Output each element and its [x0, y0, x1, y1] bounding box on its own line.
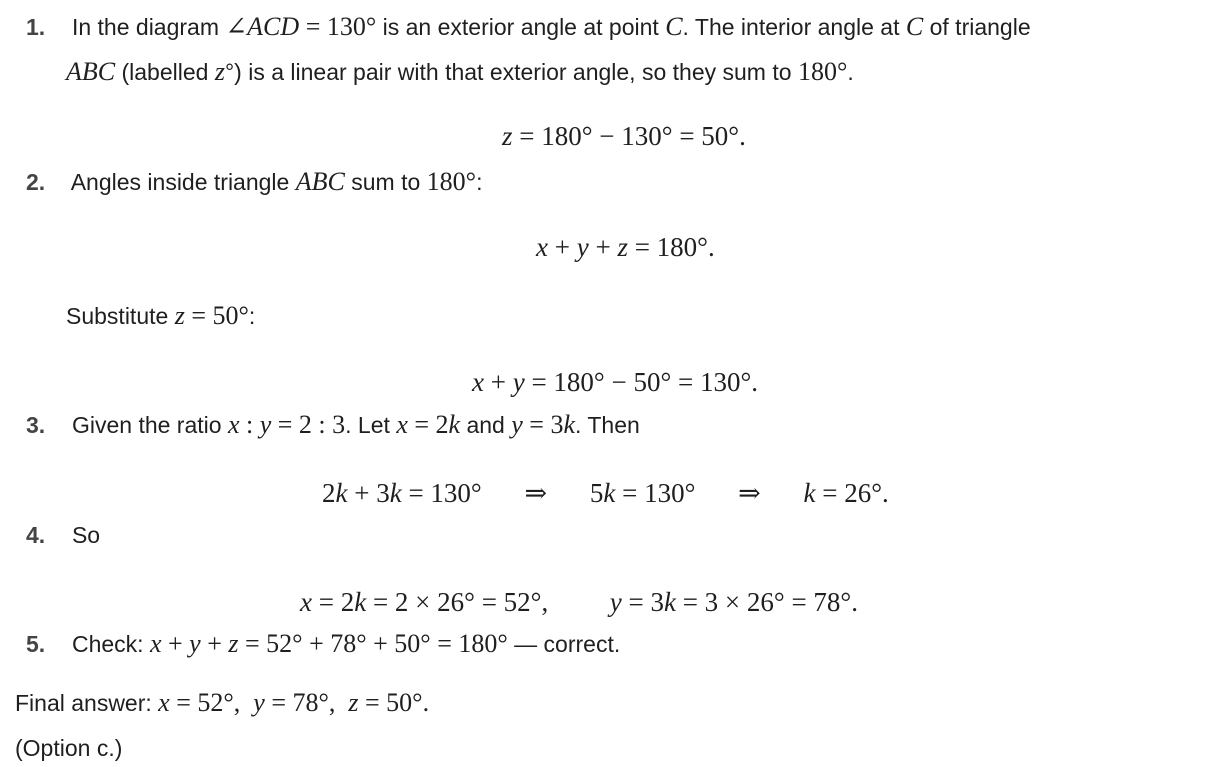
- step-text: is an exterior angle at point: [376, 14, 666, 40]
- step-text: of triangle: [923, 14, 1031, 40]
- step-number: 2.: [26, 169, 46, 195]
- point-label: C: [905, 12, 924, 41]
- implies-arrow: ⇒: [738, 478, 761, 508]
- step-text: — correct.: [507, 631, 621, 657]
- step-number: 3.: [26, 412, 46, 438]
- final-answer: Final answer: x = 52°, y = 78°, z = 50°.: [15, 688, 430, 717]
- step-text: Angles inside triangle: [70, 169, 296, 195]
- step-text: .: [847, 59, 854, 85]
- math-value: = 50°: [184, 301, 249, 330]
- step-text: (labelled: [115, 59, 215, 85]
- step-number: 5.: [26, 631, 46, 657]
- equation-rhs: = 180°.: [634, 232, 715, 262]
- step-text: :: [476, 169, 483, 195]
- math-value: 180°: [426, 167, 477, 196]
- triangle-label: ABC: [66, 57, 116, 86]
- step-2-line: [26, 167, 482, 197]
- step-3-line: 3. Given the ratio x : y = 2 : 3. Let x = 2k and y = 3k. Then: [26, 410, 640, 439]
- step-3-display-equation: 2k + 3k = 130° ⇒ 5k = 130° ⇒ k = 26°.: [322, 478, 889, 508]
- equation-rhs: = 180° − 130° = 50°.: [519, 121, 746, 151]
- equation-rhs: = 180° − 50° = 130°.: [531, 367, 759, 397]
- step-number: 1.: [26, 14, 46, 40]
- step-text: . Then: [575, 412, 640, 438]
- step-text: In the diagram: [71, 14, 226, 40]
- triangle-label: ABC: [295, 167, 345, 196]
- step-1-line-2: [66, 57, 854, 87]
- step-text: sum to: [344, 169, 427, 195]
- variable-z: z: [502, 121, 513, 151]
- step-text: :: [248, 303, 256, 329]
- step-1-line-1: [26, 12, 1031, 42]
- step-5-line: 5. Check: x + y + z = 52° + 78° + 50° = 180° — correct.: [26, 629, 621, 658]
- option-note: (Option c.): [15, 735, 123, 761]
- variable-z: z: [214, 57, 225, 86]
- variable-z: z: [174, 301, 185, 330]
- point-label: C: [665, 12, 683, 41]
- angle-value: = 130°: [299, 12, 377, 41]
- step-text: and: [460, 412, 512, 438]
- step-text: So: [71, 522, 101, 548]
- step-4-line: [26, 520, 100, 550]
- angle-label: ∠ACD: [225, 12, 300, 41]
- step-text: Check:: [71, 631, 150, 657]
- step-text: . The interior angle at: [682, 14, 906, 40]
- step-number: 4.: [26, 522, 46, 548]
- math-value: 180°: [797, 57, 848, 86]
- step-text: Given the ratio: [71, 412, 228, 438]
- step-1-display-equation: [502, 121, 746, 151]
- ratio-value: = 2 : 3: [271, 410, 346, 439]
- final-answer-label: Final answer:: [15, 690, 159, 716]
- substitute-line: [66, 301, 255, 331]
- substitute-display-equation: x + y = 180° − 50° = 130°.: [472, 367, 759, 397]
- step-2-display-equation: x + y + z = 180°.: [536, 232, 715, 262]
- implies-arrow: ⇒: [524, 478, 548, 508]
- step-text: . Let: [345, 412, 397, 438]
- step-text: °) is a linear pair with that exterior angle, so they sum to: [224, 59, 798, 85]
- step-text: Substitute: [66, 303, 175, 329]
- check-equation: = 52° + 78° + 50° = 180°: [245, 629, 508, 658]
- step-4-display-equation: x = 2k = 2 × 26° = 52°, y = 3k = 3 × 26° = 78°.: [300, 587, 858, 617]
